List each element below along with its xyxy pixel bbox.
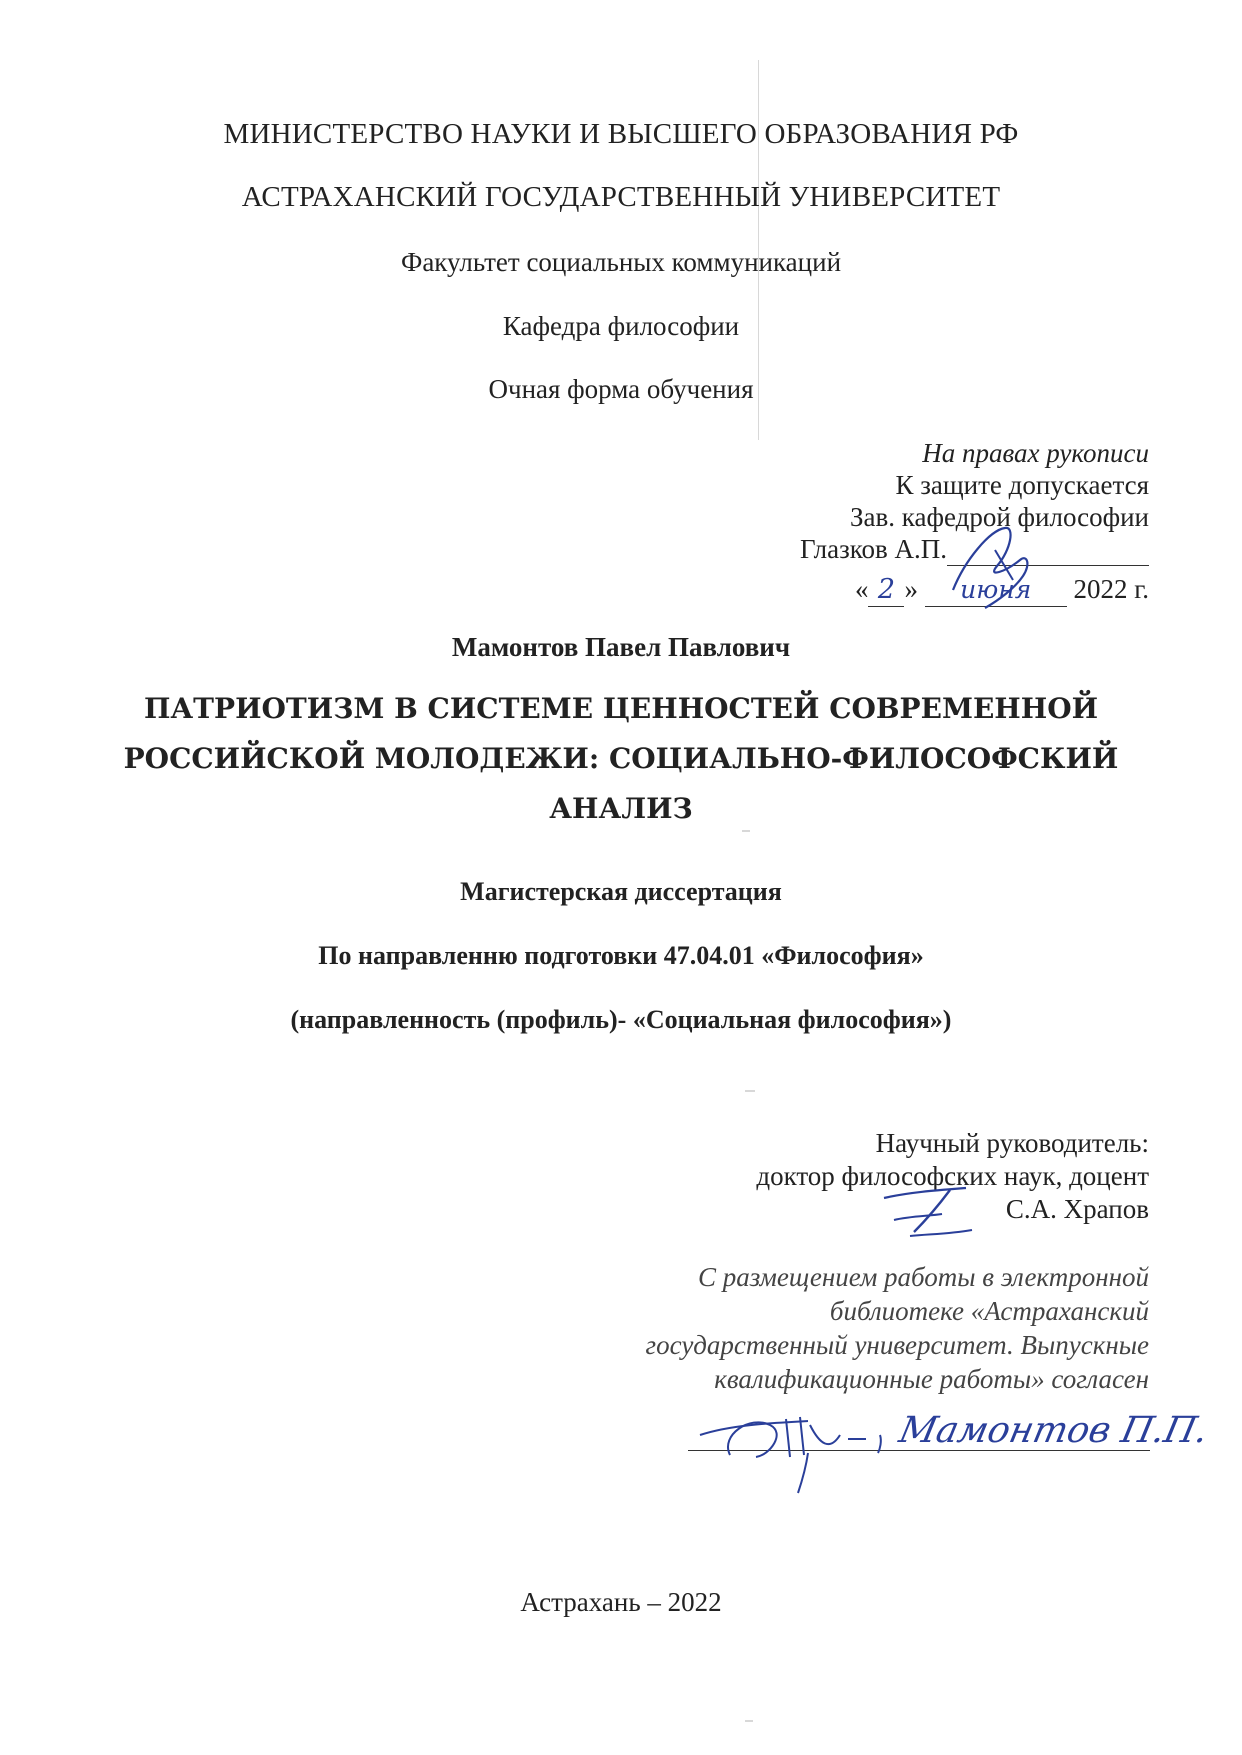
supervisor-label: Научный руководитель: [875, 1128, 1149, 1158]
study-form-line: Очная форма обучения [488, 374, 754, 404]
supervisor-degree: доктор философских наук, доцент [756, 1161, 1149, 1191]
consent-line-1: С размещением работы в электронной [697, 1262, 1149, 1292]
ministry-heading: МИНИСТЕРСТВО НАУКИ И ВЫСШЕГО ОБРАЗОВАНИЯ РФ [223, 118, 1019, 150]
scan-artifact [745, 1090, 755, 1092]
date-day: 2 [868, 574, 904, 607]
thesis-title-line-2: РОССИЙСКОЙ МОЛОДЕЖИ: СОЦИАЛЬНО-ФИЛОСОФСКИЙ [123, 742, 1119, 775]
head-signature-scribble [935, 520, 1055, 610]
date-quote-open: « [854, 574, 869, 604]
date-quote-close: » [904, 574, 918, 604]
author-handwritten-name: Мамонтов П.П. [895, 1410, 1212, 1451]
author-name: Мамонтов Павел Павлович [451, 632, 791, 662]
thesis-title-line-1: ПАТРИОТИЗМ В СИСТЕМЕ ЦЕННОСТЕЙ СОВРЕМЕННОЙ [143, 692, 1099, 725]
thesis-title-line-3: АНАЛИЗ [549, 792, 693, 825]
admitted-to-defense: К защите допускается [895, 470, 1149, 500]
author-signature-scribble [690, 1395, 900, 1495]
faculty-line: Факультет социальных коммуникаций [400, 247, 842, 277]
training-profile: (направленность (профиль)- «Социальная философия») [290, 1005, 952, 1034]
training-direction: По направленню подготовки 47.04.01 «Философия» [318, 941, 924, 970]
date-year: 2022 г. [1073, 574, 1149, 604]
supervisor-signature-scribble [880, 1180, 990, 1240]
date-month: июня [925, 574, 1067, 607]
head-name: Глазков А.П. [800, 534, 947, 564]
scan-artifact [742, 830, 750, 832]
city-year-footer: Астрахань – 2022 [520, 1587, 722, 1617]
supervisor-name: С.А. Храпов [1005, 1194, 1149, 1224]
consent-line-4: квалификационные работы» согласен [714, 1364, 1149, 1394]
consent-line-3: государственный университет. Выпускные [645, 1330, 1149, 1360]
consent-line-2: библиотеке «Астраханский [829, 1296, 1149, 1326]
manuscript-rights-note: На правах рукописи [922, 438, 1149, 468]
department-line: Кафедра философии [502, 311, 740, 341]
head-of-department-title: Зав. кафедрой философии [850, 502, 1149, 532]
consent-block [646, 1260, 1149, 1396]
scan-artifact [745, 1720, 753, 1722]
work-type: Магистерская диссертация [460, 877, 782, 906]
university-heading: АСТРАХАНСКИЙ ГОСУДАРСТВЕННЫЙ УНИВЕРСИТЕТ [241, 181, 1001, 213]
